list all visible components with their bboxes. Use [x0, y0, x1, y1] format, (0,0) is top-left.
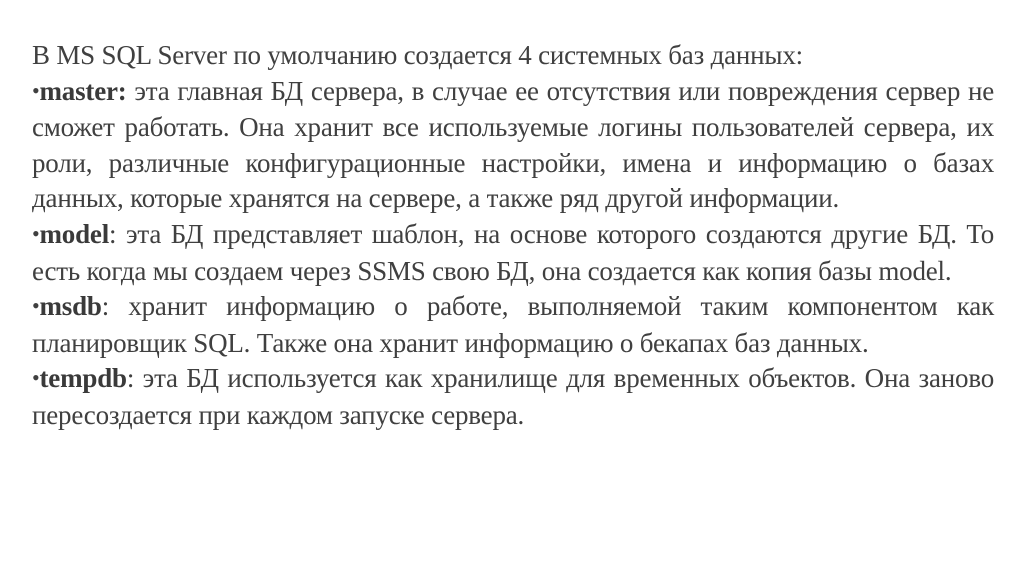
bullet-icon: • [32, 220, 40, 246]
term-model: model [39, 218, 110, 249]
bullet-icon: • [32, 77, 40, 103]
description-msdb: : хранит информацию о работе, выполняемой таким компонентом как планировщик SQL. Также она хранит информацию о бекапах баз данных. [32, 291, 994, 358]
term-master: master: [39, 75, 127, 106]
list-item-master [32, 74, 994, 217]
description-model: : эта БД представляет шаблон, на основе которого создаются другие БД. То есть когда мы создаем через SSMS свою БД, она создается как копия базы model. [32, 218, 994, 286]
bullet-icon: • [32, 365, 40, 391]
intro-text: В MS SQL Server по умолчанию создается 4 системных баз данных: [32, 40, 803, 70]
bullet-icon: • [32, 293, 40, 319]
term-msdb: msdb [39, 291, 102, 322]
description-tempdb: : эта БД используется как хранилище для временных объектов. Она заново пересоздается при каждом запуске сервера. [32, 363, 994, 430]
list-item-tempdb [32, 361, 994, 433]
slide-body [32, 38, 994, 434]
list-item-model [32, 217, 994, 289]
list-item-msdb [32, 289, 994, 361]
description-master: эта главная БД сервера, в случае ее отсутствия или повреждения сервер не сможет работать. Она хранит все используемые логины пользователей сервера, их роли, различные конфигурационные настройки, имена и информацию о базах данных, которые хранятся на сервере, а также ряд другой информации. [32, 75, 994, 214]
term-tempdb: tempdb [39, 363, 127, 394]
